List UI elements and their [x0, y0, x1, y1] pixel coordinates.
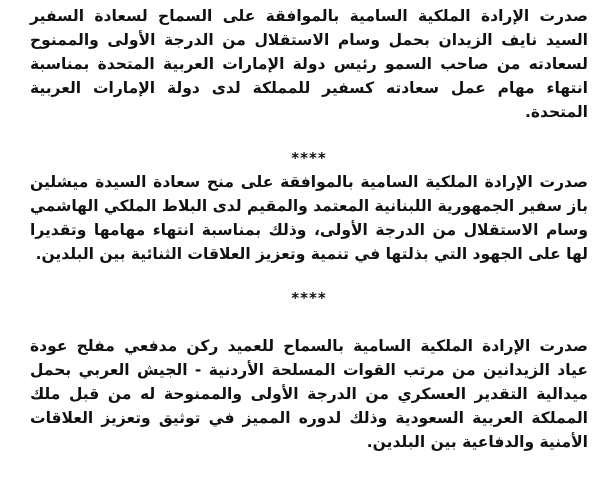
section-separator: ****	[291, 289, 327, 307]
decree-paragraph-ambassador-alzaidan: صدرت الإرادة الملكية السامية بالموافقة على السماح لسعادة السفير السيد نايف الزيدان بحمل وسام الاستقلال من الدرجة الأولى والممنوح لسعادته من صاحب السمو رئيس دولة الإمارات العربية المتحدة بمناسبة انتهاء مهام عمل سعادته كسفير للمملكة لدى دولة الإمارات العربية المتحدة.	[30, 7, 588, 121]
news-document	[30, 4, 588, 454]
decree-paragraph-brigadier-alzaidanin: صدرت الإرادة الملكية السامية بالسماح للعميد ركن مدفعي مفلح عودة عياد الزيدانين من مرتب القوات المسلحة الأردنية - الجيش العربي بحمل ميدالية التقدير العسكري من الدرجة الأولى والممنوحة له من قبل ملك المملكة العربية السعودية وذلك لدوره المميز في توثيق وتعزيز العلاقات الأمنية والدفاعية بين البلدين.	[30, 337, 588, 451]
section-separator: ****	[291, 149, 327, 167]
decree-paragraph-ambassador-baz: صدرت الإرادة الملكية السامية بالموافقة على منح سعادة السيدة ميشلين باز سفير الجمهورية اللبنانية المعتمد والمقيم لدى البلاط الملكي الهاشمي وسام الاستقلال من الدرجة الأولى، وذلك بمناسبة انتهاء مهامها وتقديرا لها على الجهود التي بذلتها في تنمية وتعزيز العلاقات الثنائية بين البلدين.	[30, 173, 588, 263]
